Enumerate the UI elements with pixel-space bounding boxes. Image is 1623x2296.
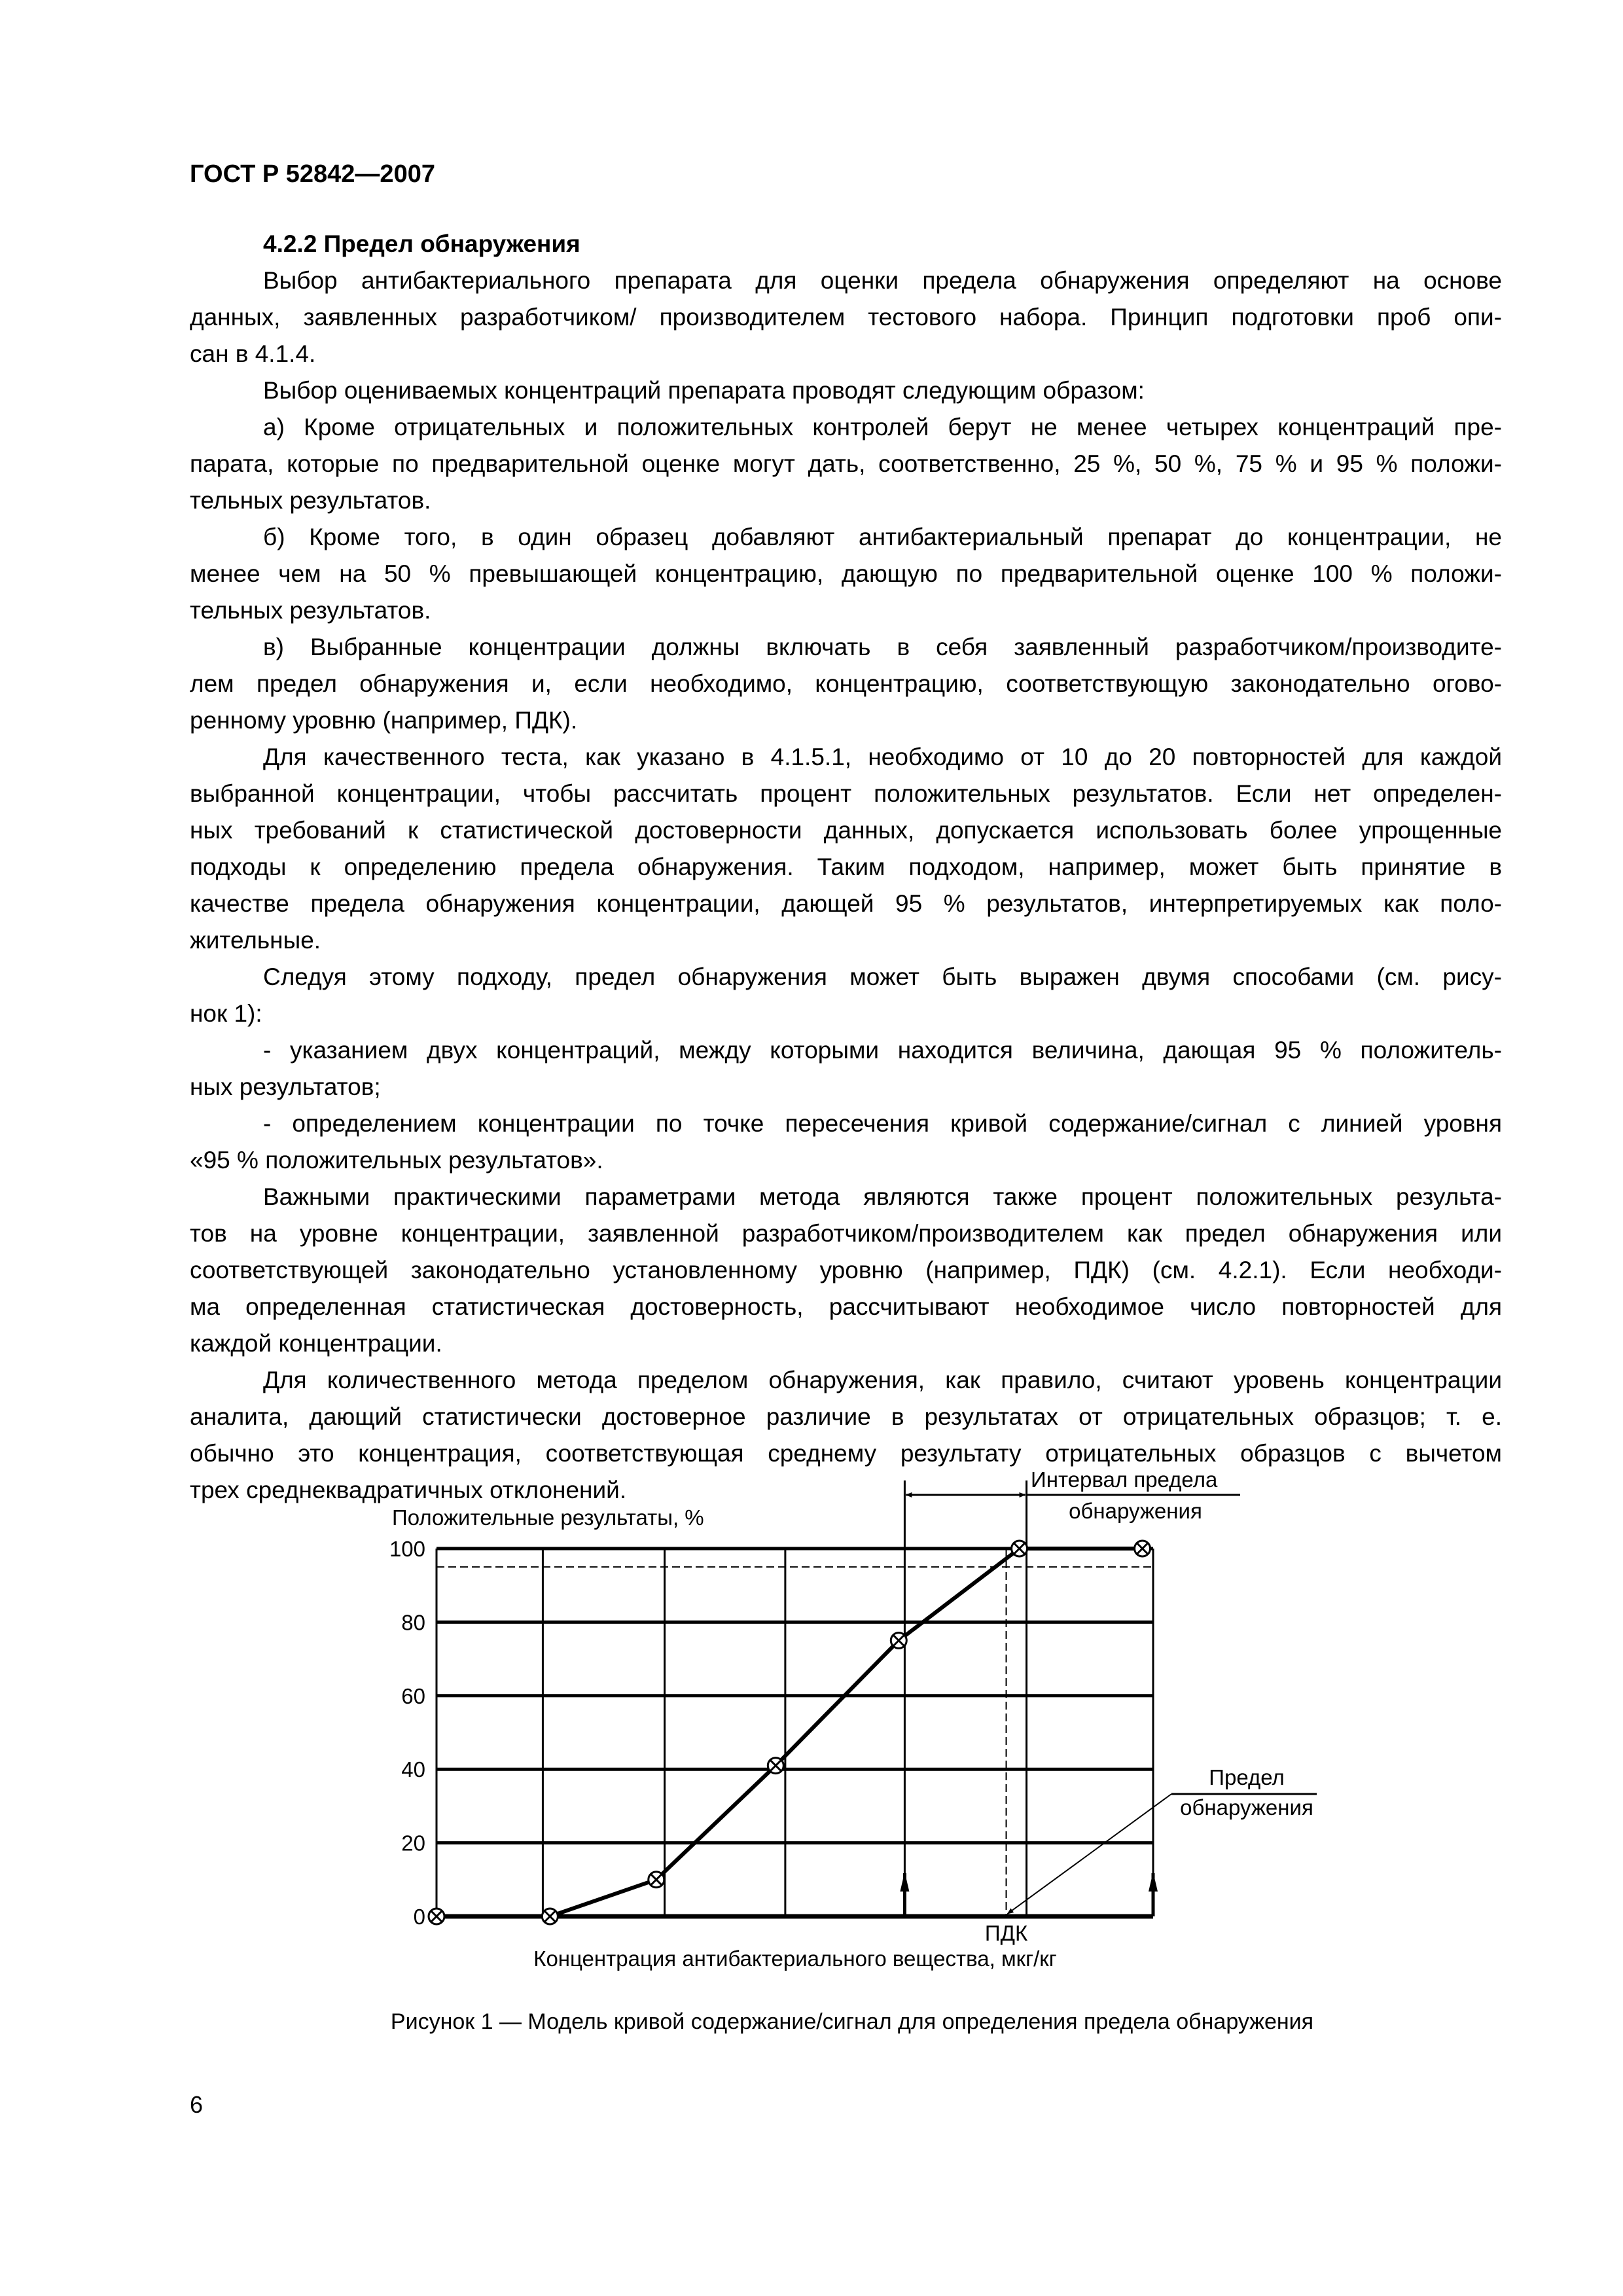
interval-label-line2: обнаружения xyxy=(1069,1499,1202,1523)
text-line: парата, которые по предварительной оценке могут дать, соответственно, 25 %, 50 %, 75 % и 95 % положи- xyxy=(190,450,1502,477)
text-line: Важными практическими параметрами метода являются также процент положительных результа- xyxy=(263,1183,1502,1210)
document-header: ГОСТ Р 52842—2007 xyxy=(190,160,435,188)
text-line: каждой концентрации. xyxy=(190,1330,442,1357)
x-axis-label: Концентрация антибактериального вещества, мкг/кг xyxy=(533,1946,1057,1971)
text-line: аналита, дающий статистически достоверное различие в результатах от отрицательных образцов; т. е. xyxy=(190,1403,1502,1430)
text-line: соответствующей законодательно установленному уровню (например, ПДК) (см. 4.2.1). Если необходи- xyxy=(190,1257,1502,1283)
text-line: б) Кроме того, в один образец добавляют антибактериальный препарат до концентрации, не xyxy=(263,524,1502,550)
text-line: лем предел обнаружения и, если необходимо, концентрацию, соответствующую законодательно огово- xyxy=(190,670,1502,697)
interval-label-line1: Интервал предела xyxy=(1031,1467,1218,1492)
text-line: а) Кроме отрицательных и положительных контролей берут не менее четырех концентраций пре- xyxy=(263,414,1502,440)
y-tick-label: 60 xyxy=(401,1683,425,1708)
text-line: тов на уровне концентрации, заявленной разработчиком/производителем как предел обнаружения или xyxy=(190,1220,1502,1247)
figure-caption: Рисунок 1 — Модель кривой содержание/сигнал для определения предела обнаружения xyxy=(390,2009,1314,2034)
text-line: выбранной концентрации, чтобы рассчитать процент положительных результатов. Если нет определен- xyxy=(190,780,1502,807)
text-line: менее чем на 50 % превышающей концентрацию, дающую по предварительной оценке 100 % положи- xyxy=(190,560,1502,587)
text-line: жительные. xyxy=(190,927,321,954)
text-line: Следуя этому подходу, предел обнаружения может быть выражен двумя способами (см. рису- xyxy=(263,963,1502,990)
text-line: ных требований к статистической достоверности данных, допускается использовать более упрощенные xyxy=(190,817,1502,844)
y-axis-label: Положительные результаты, % xyxy=(392,1505,704,1530)
text-line: Для количественного метода пределом обнаружения, как правило, считают уровень концентрации xyxy=(263,1367,1502,1393)
limit-label-line2: обнаружения xyxy=(1180,1795,1313,1820)
page-number: 6 xyxy=(190,2091,204,2118)
text-line: Выбор оцениваемых концентраций препарата проводят следующим образом: xyxy=(263,377,1145,404)
pdk-label: ПДК xyxy=(984,1921,1028,1945)
text-line: ренному уровню (например, ПДК). xyxy=(190,707,578,734)
y-tick-label: 100 xyxy=(389,1537,425,1561)
section-heading: 4.2.2 Предел обнаружения xyxy=(263,230,580,257)
text-line: обычно это концентрация, соответствующая среднему результату отрицательных образцов с вычетом xyxy=(190,1440,1502,1467)
limit-label-line1: Предел xyxy=(1209,1765,1285,1789)
text-line: тельных результатов. xyxy=(190,487,431,514)
text-line: Выбор антибактериального препарата для оценки предела обнаружения определяют на основе xyxy=(263,267,1502,294)
text-line: ма определенная статистическая достоверность, рассчитывают необходимое число повторностей для xyxy=(190,1293,1502,1320)
text-line: сан в 4.1.4. xyxy=(190,340,316,367)
text-line: ных результатов; xyxy=(190,1073,381,1100)
text-line: - указанием двух концентраций, между которыми находится величина, дающая 95 % положитель- xyxy=(263,1037,1502,1064)
y-tick-label: 0 xyxy=(413,1905,425,1929)
text-line: в) Выбранные концентрации должны включать в себя заявленный разработчиком/производите- xyxy=(263,634,1502,660)
text-line: «95 % положительных результатов». xyxy=(190,1147,603,1174)
text-line: подходы к определению предела обнаружения. Таким подходом, например, может быть принятие в xyxy=(190,853,1502,880)
text-line: Для качественного теста, как указано в 4.1.5.1, необходимо от 10 до 20 повторностей для каждой xyxy=(263,744,1502,770)
limit-pointer-arrow xyxy=(1008,1794,1171,1914)
text-line: трех среднеквадратичных отклонений. xyxy=(190,1477,627,1503)
y-tick-label: 40 xyxy=(401,1757,425,1782)
text-line: данных, заявленных разработчиком/ производителем тестового набора. Принцип подготовки проб опи- xyxy=(190,304,1502,331)
y-tick-label: 20 xyxy=(401,1831,425,1856)
text-line: качестве предела обнаружения концентрации, дающей 95 % результатов, интерпретируемых как поло- xyxy=(190,890,1502,917)
text-line: - определением концентрации по точке пересечения кривой содержание/сигнал с линией уровня xyxy=(263,1110,1502,1137)
text-line: тельных результатов. xyxy=(190,597,431,624)
y-tick-label: 80 xyxy=(401,1610,425,1635)
text-line: нок 1): xyxy=(190,1000,262,1027)
